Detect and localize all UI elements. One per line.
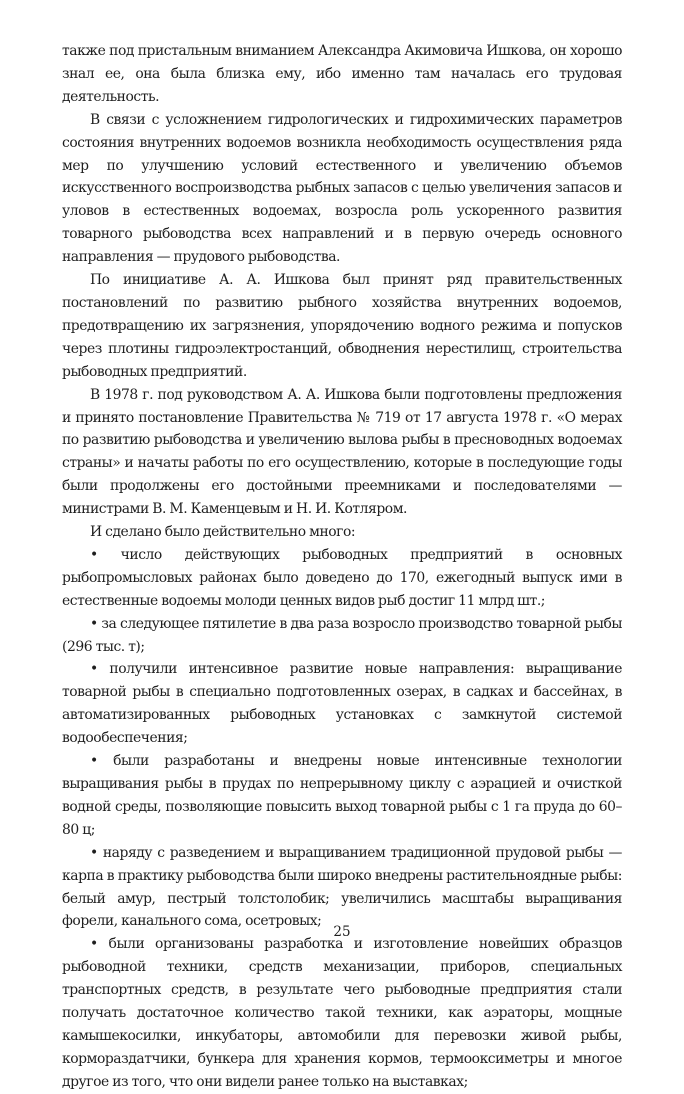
list-item-production: • за следующее пятилетие в два раза возросло производство товарной рыбы (296 тыс. т);: [62, 615, 622, 655]
paragraph-hydrology: В связи с усложнением гидрологических и гидрохимических параметров состояния внутренних водоемов возникла необходимость осуществления ряда мер по улучшению условий естественного и увеличению объемов искусственного воспроизводства рыбных запасов с целью увеличения запасов и уловов в естественных водоемах, возросла роль ускоренного развития товарного рыбоводства всех направлений и в первую очередь основного направления — прудового рыбоводства.: [62, 111, 622, 266]
paragraph-initiative: По инициативе А. А. Ишкова был принят ряд правительственных постановлений по развитию рыбного хозяйства внутренних водоемов, предотвращению их загрязнения, упорядочению водного режима и попусков через плотины гидроэлектростанций, обводнения нерестилищ, строительства рыбоводных предприятий.: [62, 272, 622, 380]
page-number: 25: [333, 924, 351, 940]
paragraph-list-intro: И сделано было действительно много:: [90, 524, 356, 541]
list-item-herbivorous-fish: • наряду с разведением и выращиванием традиционной прудовой рыбы — карпа в практику рыбоводства были широко внедрены растительноядные рыбы: белый амур, пестрый толстолобик; увеличились масштабы выращивания форели, канального сома, осетровых;: [62, 844, 622, 930]
paragraph-continuation: также под пристальным вниманием Александра Акимовича Ишкова, он хорошо знал ее, она была близка ему, ибо именно там началась его трудовая деятельность.: [62, 43, 622, 105]
list-item-technologies: • были разработаны и внедрены новые интенсивные технологии выращивания рыбы в прудах по непрерывному циклу с аэрацией и очисткой водной среды, позволяющие повысить выход товарной рыбы с 1 га пруда до 60–80 ц;: [62, 753, 622, 838]
list-item-new-directions: • получили интенсивное развитие новые направления: выращивание товарной рыбы в специально подготовленных озерах, в садках и бассейнах, в автоматизированных рыбоводных установках с замкнутой системой водообеспечения;: [62, 661, 622, 747]
list-item-equipment: • были организованы разработка и изготовление новейших образцов рыбоводной техники, средств механизации, приборов, специальных транспортных средств, в результате чего рыбоводные предприятия стали получать достаточное количество такой техники, как аэраторы, мощные камышекосилки, инкубаторы, автомобили для перевозки живой рыбы, кормораздатчики, бункера для хранения кормов, термооксиметры и многое другое из того, что они видели ранее только на выставках;: [62, 936, 622, 1090]
list-item-hatcheries: • число действующих рыбоводных предприятий в основных рыбопромысловых районах было доведено до 170, ежегодный выпуск ими в естественные водоемы молоди ценных видов рыб достиг 11 млрд шт.;: [62, 546, 622, 609]
paragraph-resolution-1978: В 1978 г. под руководством А. А. Ишкова были подготовлены предложения и принято постановление Правительства № 719 от 17 августа 1978 г. «О мерах по развитию рыбоводства и увеличению вылова рыбы в пресноводных водоемах страны» и начаты работы по его осуществлению, которые в последующие годы были продолжены его достойными преемниками и последователями — министрами В. М. Каменцевым и Н. И. Котляром.: [62, 386, 622, 518]
